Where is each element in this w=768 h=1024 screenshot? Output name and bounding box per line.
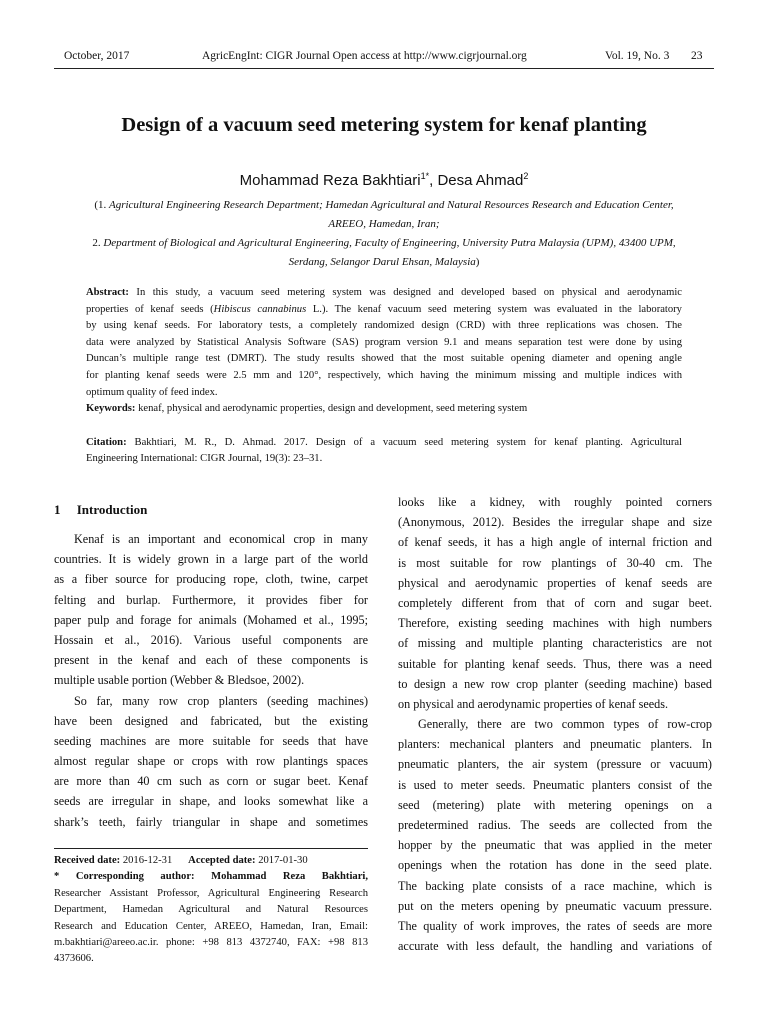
keywords-line [86,401,682,418]
affiliation-1-line-2 [60,215,708,234]
author-2-sup: 2 [523,171,529,181]
body-line: The backing plate consists of a race machine, which is [398,878,712,893]
body-line: looks like a kidney, with roughly pointed corners [398,495,712,509]
author-1-sup: 1* [420,171,430,181]
affiliation-2-prefix: 2. [92,237,104,249]
received-value: 2016-12-31 [120,855,173,866]
footnote-line: Research and Education Center, AREEO, Hamedan, Iran, Email: [54,920,368,932]
affiliation-1-text-2: AREEO, Hamedan, Iran; [328,218,440,230]
affiliation-1-line-1 [60,196,708,215]
body-line: pneumatic planters, the air system (pressure or vacuum) [398,757,712,772]
abstract-line: by using kenaf seeds. For laboratory tests, a completely randomized design (CRD) with three replications was chosen. The [86,320,682,332]
body-line: planters: mechanical planters and pneumatic planters. In [398,737,712,752]
body-line: Generally, there are two common types of row-crop [418,717,712,732]
body-line: physical and aerodynamic properties of kenaf seeds are [398,575,712,590]
abstract-block [86,285,682,468]
body-line: seeding machines are more suitable for seeds that have [54,733,368,748]
species-name: Hibiscus cannabinus [213,303,307,315]
abstract-text: In this study, a vacuum seed metering system was designed and developed based on physical and aerodynamic [128,287,682,298]
dates-line [54,853,368,869]
left-column [54,529,368,832]
body-line: present in the kenaf and each of these components is [54,653,368,668]
body-line: Hossain et al., 2016). Various useful components are [54,632,368,647]
affiliation-2-text: Department of Biological and Agricultural Engineering, Faculty of Engineering, University Putra Malaysia (UPM), 43400 UPM, [103,237,676,249]
abstract-line: Duncan’s multiple range test (DMRT). The study results showed that the most suitable opening diameter and opening angle [86,353,682,365]
body-line: hopper by the pneumatic that was applied in the meter [398,838,712,853]
accepted-label: Accepted date: [188,855,256,866]
body-line: almost regular shape or crops with row plantings spaces [54,754,368,769]
abstract-line [86,285,682,302]
header-page-number: 23 [691,50,703,62]
keywords-label: Keywords: [86,403,136,415]
footnote-line: Department, Hamedan Agricultural and Natural Resources [54,904,368,916]
abstract-line [86,302,682,319]
citation-text: Bakhtiari, M. R., D. Ahmad. 2017. Design of a vacuum seed metering system for kenaf planting. Agricultural [126,436,682,448]
body-line: is used to meter seeds. Pneumatic planters consist of the [398,777,712,792]
footnote-line: m.bakhtiari@areeo.ac.ir. phone: +98 813 4372740, FAX: +98 813 [54,937,368,949]
paper-title: Design of a vacuum seed metering system for kenaf planting [121,114,647,136]
body-line: on physical and aerodynamic properties of kenaf seeds. [398,696,669,711]
abstract-text: L.). The kenaf vacuum seed metering system was evaluated in the laboratory [306,303,682,315]
footnote-line: Researcher Assistant Professor, Agricultural Engineering Research [54,887,368,899]
header-date: October, 2017 [64,50,130,62]
affiliation-1-prefix: (1. [94,199,109,211]
author-1: Mohammad Reza Bakhtiari [239,172,421,189]
author-separator: , [429,172,438,189]
body-line: The quality of work improves, the rates of seeds are more [398,918,712,933]
body-line: So far, many row crop planters (seeding machines) [74,693,368,708]
body-line: paper pulp and forage for animals (Mohamed et al., 1995; [54,612,368,627]
affiliation-2-suffix: ) [475,256,480,268]
body-line: countries. It is widely grown in a large part of the world [54,552,368,567]
running-header [54,48,714,69]
body-line: (Anonymous, 2012). Besides the irregular shape and size [398,515,712,530]
section-number: 1 [54,502,61,517]
header-journal: AgricEngInt: CIGR Journal Open access at http://www.cigrjournal.org [202,50,527,62]
section-title: Introduction [76,502,148,517]
corresponding-author-line: * Corresponding author: Mohammad Reza Bakhtiari, [54,871,368,883]
body-line: suitable for planting kenaf seeds. Thus, there was a need [398,656,712,671]
accepted-value: 2017-01-30 [255,855,308,866]
author-list [40,171,728,189]
abstract-line: for planting kenaf seeds were 2.5 mm and 120°, respectively, which having the minimum missing and multiple indices with [86,369,682,381]
citation-label: Citation: [86,436,127,448]
body-line: seeds are irregular in shape, and looks somewhat like a [54,794,368,809]
keywords-text: kenaf, physical and aerodynamic properties, design and development, seed metering system [135,403,528,415]
body-line: felting and burlap. Furthermore, it provides fiber for [54,592,368,607]
abstract-line: optimum quality of feed index. [86,386,218,398]
affiliation-2-line-1 [60,234,708,253]
body-line: is most suitable for row plantings of 30-40 cm. The [398,555,712,570]
section-heading [54,502,147,518]
body-line: completely different from that of corn and sugar beet. [398,595,712,610]
affiliation-1-text: Agricultural Engineering Research Department; Hamedan Agricultural and Natural Resources Research and Education Center, [108,199,674,211]
body-line: shark’s teeth, fairly triangular in shape and sometimes [54,814,368,829]
body-line: have been designed and fabricated, but the existing [54,713,368,728]
author-2: Desa Ahmad [437,172,524,189]
header-volume: Vol. 19, No. 3 [605,50,670,62]
body-line: seed (metering) plate with metering openings on a [398,797,712,812]
body-line: openings when the rotation has done in the seed plate. [398,858,712,873]
body-line: multiple usable portion (Webber & Bledsoe, 2002). [54,673,305,688]
abstract-label: Abstract: [86,287,129,298]
body-line: accurate with less default, the handling and variations of [398,939,712,954]
body-line: Therefore, existing seeding machines with high numbers [398,616,712,631]
body-line: put on the meters opening by pneumatic vacuum pressure. [398,898,712,913]
footnote-rule [54,848,368,849]
abstract-text: properties of kenaf seeds ( [86,303,214,315]
body-line: predetermined radius. The seeds are collected from the [398,818,712,832]
body-line: of missing and multiple planting characteristics are not [398,636,712,651]
body-line: of kenaf seeds, it has a high angle of internal friction and [398,535,712,550]
body-line: Kenaf is an important and economical crop in many [74,532,368,546]
body-line: as a fiber source for producing rope, cloth, twine, carpet [54,572,368,587]
received-label: Received date: [54,855,121,866]
citation-line [86,435,682,452]
right-column [398,492,712,956]
body-line: are more than 40 cm such as corn or sugar beet. Kenaf [54,774,368,789]
footnote-block [54,853,368,968]
citation-line-2: Engineering International: CIGR Journal, 19(3): 23–31. [86,453,323,465]
abstract-line: data were analyzed by Statistical Analysis Software (SAS) program version 9.1 and means separation test were done by using [86,336,682,348]
affiliation-2-line-2 [60,253,708,272]
footnote-line: 4373606. [54,953,94,965]
body-line: to design a new row crop planter (seeding machine) based [398,676,712,691]
affiliation-2-text-2: Serdang, Selangor Darul Ehsan, Malaysia [288,256,476,268]
